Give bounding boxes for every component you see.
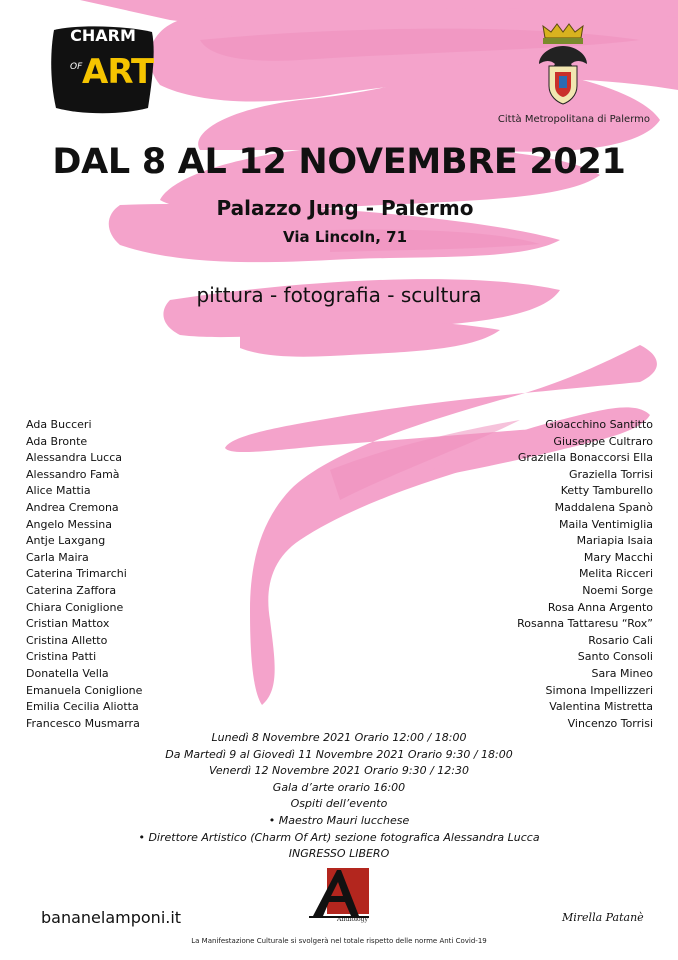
schedule-line-gala: Gala d’arte orario 16:00	[272, 780, 406, 794]
artist-name: Carla Maira	[26, 550, 89, 564]
artist-name: Cristina Patti	[26, 650, 97, 664]
artist-name: Rosario Cali	[588, 633, 653, 647]
bullet-icon: •	[138, 830, 145, 844]
schedule-guest-item	[0, 813, 678, 830]
artist-name: Emanuela Coniglione	[26, 683, 143, 697]
artist-name: Giuseppe Cultraro	[553, 434, 653, 448]
covid-compliance-note: La Manifestazione Culturale si svolgerà nel totale rispetto delle norme Anti Covid-19	[191, 937, 487, 945]
artist-name: Santo Consoli	[577, 650, 653, 664]
artist-name: Rosanna Tattaresu “Rox”	[517, 617, 653, 631]
artist-name: Vincenzo Torrisi	[567, 716, 653, 730]
artist-name: Ada Bronte	[26, 434, 88, 448]
artist-name: Graziella Bonaccorsi Ella	[517, 451, 653, 465]
anthology-label: Anthology	[337, 916, 368, 923]
artist-name: Antje Laxgang	[26, 534, 106, 548]
artist-name: Rosa Anna Argento	[547, 600, 653, 614]
logo-art-text: ART	[82, 52, 154, 92]
artist-name: Emilia Cecilia Aliotta	[26, 700, 139, 714]
artist-name: Cristian Mattox	[26, 617, 110, 631]
artist-name: Maila Ventimiglia	[559, 517, 653, 531]
artist-name: Caterina Zaffora	[26, 583, 117, 597]
bullet-icon: •	[268, 813, 276, 827]
logo-charm-text: CHARM	[70, 26, 136, 45]
artist-name: Chiara Coniglione	[26, 600, 124, 614]
artist-name: Ada Bucceri	[26, 418, 92, 431]
palermo-crest-icon	[533, 20, 593, 110]
event-venue: Palazzo Jung - Palermo	[216, 196, 474, 220]
artist-name: Alice Mattia	[26, 484, 91, 498]
artist-name: Noemi Sorge	[582, 583, 653, 597]
schedule-line-monday: Lunedì 8 Novembre 2021 Orario 12:00 / 18:00	[211, 731, 467, 744]
event-address: Via Lincoln, 71	[282, 228, 408, 246]
crest-caption: Città Metropolitana di Palermo	[497, 114, 650, 125]
anthology-logo	[307, 866, 373, 928]
artists-list-right	[413, 417, 653, 732]
artist-name: Melita Ricceri	[578, 567, 653, 581]
artists-list-left	[26, 417, 226, 732]
artist-name: Ketty Tamburello	[560, 484, 653, 498]
artist-name: Cristina Alletto	[26, 633, 108, 647]
artist-name: Caterina Trimarchi	[26, 567, 127, 581]
artist-name: Graziella Torrisi	[568, 467, 653, 481]
artist-name: Alessandra Lucca	[26, 451, 123, 465]
artist-name: Mariapia Isaia	[576, 534, 653, 548]
artist-name: Angelo Messina	[26, 517, 113, 531]
artist-name: Alessandro Famà	[26, 467, 120, 481]
event-disciplines: pittura - fotografia - scultura	[196, 283, 482, 307]
artist-name: Sara Mineo	[591, 666, 653, 680]
guest-name: Maestro Mauri lucchese	[278, 813, 410, 827]
event-schedule	[0, 730, 678, 863]
artist-name: Andrea Cremona	[26, 500, 119, 514]
website-link[interactable]: bananelamponi.it	[41, 908, 182, 927]
artist-signature: Mirella Patanè	[562, 911, 644, 924]
schedule-line-guests: Ospiti dell’evento	[290, 797, 388, 811]
artist-name: Simona Impellizzeri	[545, 683, 653, 697]
artist-name: Francesco Musmarra	[26, 716, 140, 730]
artist-name: Maddalena Spanò	[554, 500, 653, 514]
logo-of-text: OF	[70, 62, 83, 72]
schedule-line-entry: INGRESSO LIBERO	[288, 847, 390, 861]
artist-name: Gioacchino Santitto	[545, 418, 653, 431]
schedule-line-friday: Venerdì 12 Novembre 2021 Orario 9:30 / 12:30	[209, 764, 469, 778]
event-dates-title: DAL 8 AL 12 NOVEMBRE 2021	[52, 142, 626, 182]
schedule-guest-item	[0, 830, 678, 847]
schedule-line-tue-thu: Da Martedì 9 al Giovedì 11 Novembre 2021 Orario 9:30 / 18:00	[165, 747, 513, 761]
artist-name: Valentina Mistretta	[549, 700, 653, 714]
charm-of-art-logo	[48, 22, 158, 118]
guest-name: Direttore Artistico (Charm Of Art) sezione fotografica Alessandra Lucca	[148, 830, 540, 844]
artist-name: Donatella Vella	[26, 666, 109, 680]
artist-name: Mary Macchi	[583, 550, 653, 564]
